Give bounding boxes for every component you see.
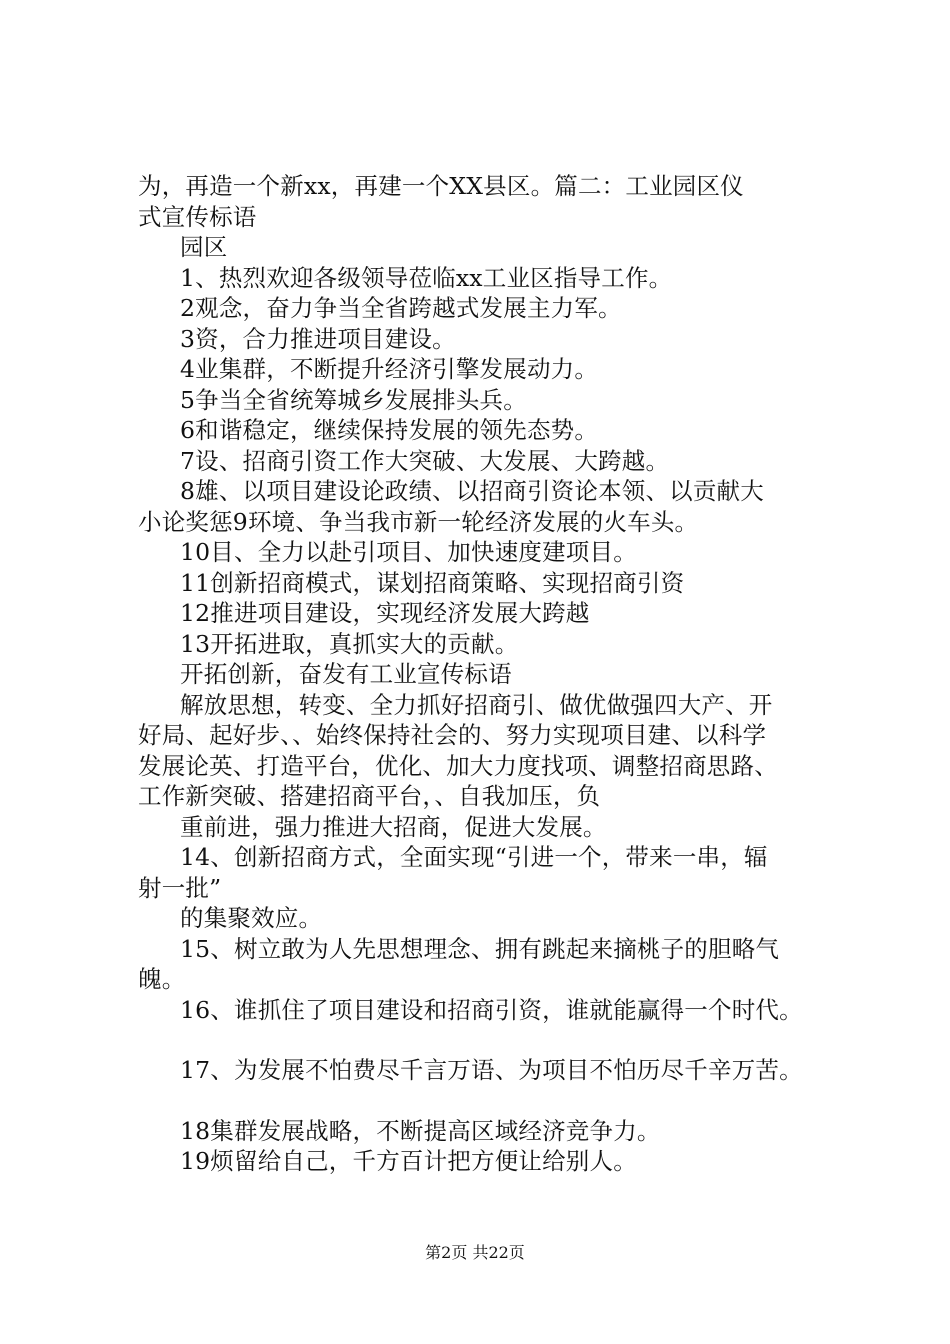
text-line: 的集聚效应。 [180, 904, 323, 932]
text-line: 18集群发展战略，不断提高区域经济竞争力。 [180, 1116, 661, 1145]
page-number-footer: 第2页 共22页 [425, 1243, 525, 1262]
text-line: 重前进，强力推进大招商，促进大发展。 [180, 812, 607, 841]
text-line: 8雄、以项目建设论政绩、以招商引资论本领、以贡献大 [180, 477, 764, 505]
text-line: 园区 [180, 233, 228, 261]
text-line: 好局、起好步、、始终保持社会的、努力实现项目建、以科学 [138, 721, 767, 749]
text-line: 14、创新招商方式，全面实现“引进一个，带来一串，辐 [180, 843, 768, 871]
text-line: 7设、招商引资工作大突破、大发展、大跨越。 [180, 446, 670, 475]
text-line: 解放思想，转变、全力抓好招商引、做优做强四大产、开 [180, 690, 773, 719]
text-line: 10目、全力以赴引项目、加快速度建项目。 [180, 538, 637, 566]
paragraph-gap [138, 1025, 838, 1055]
text-line: 式宣传标语 [138, 202, 257, 231]
text-line: 射一批” [138, 873, 222, 902]
text-line: 6和谐稳定，继续保持发展的领先态势。 [180, 416, 599, 444]
text-line: 魄。 [138, 965, 186, 993]
text-line: 小论奖惩9环境、争当我市新一轮经济发展的火车头。 [138, 507, 699, 536]
text-line: 13开拓进取，真抓实大的贡献。 [180, 629, 519, 658]
text-line: 19烦留给自己，千方百计把方便让给别人。 [180, 1147, 637, 1175]
text-line: 16、谁抓住了项目建设和招商引资，谁就能赢得一个时代。 [180, 995, 803, 1024]
text-line: 4业集群，不断提升经济引擎发展动力。 [180, 355, 599, 383]
text-line: 5争当全省统筹城乡发展排头兵。 [180, 385, 527, 414]
text-line: 开拓创新，奋发有工业宣传标语 [180, 660, 512, 688]
text-line: 15、树立敢为人先思想理念、拥有跳起来摘桃子的胆略气 [180, 934, 780, 963]
text-line: 3资，合力推进项目建设。 [180, 324, 456, 353]
text-line: 1、热烈欢迎各级领导莅临xx工业区指导工作。 [180, 263, 673, 292]
text-line: 工作新突破、搭建招商平台，、自我加压，负 [138, 782, 601, 810]
document-body [138, 171, 838, 1177]
text-line: 为，再造一个新xx，再建一个XX县区。篇二：工业园区仪 [138, 172, 744, 200]
text-line: 发展论英、打造平台，优化、加大力度找项、调整招商思路、 [138, 751, 778, 780]
paragraph-gap [138, 1086, 838, 1116]
text-line: 12推进项目建设，实现经济发展大跨越 [180, 599, 590, 627]
text-line: 17、为发展不怕费尽千言万语、为项目不怕历尽千辛万苦。 [180, 1056, 803, 1084]
text-line: 11创新招商模式，谋划招商策略、实现招商引资 [180, 568, 685, 597]
text-line: 2观念，奋力争当全省跨越式发展主力军。 [180, 294, 622, 322]
